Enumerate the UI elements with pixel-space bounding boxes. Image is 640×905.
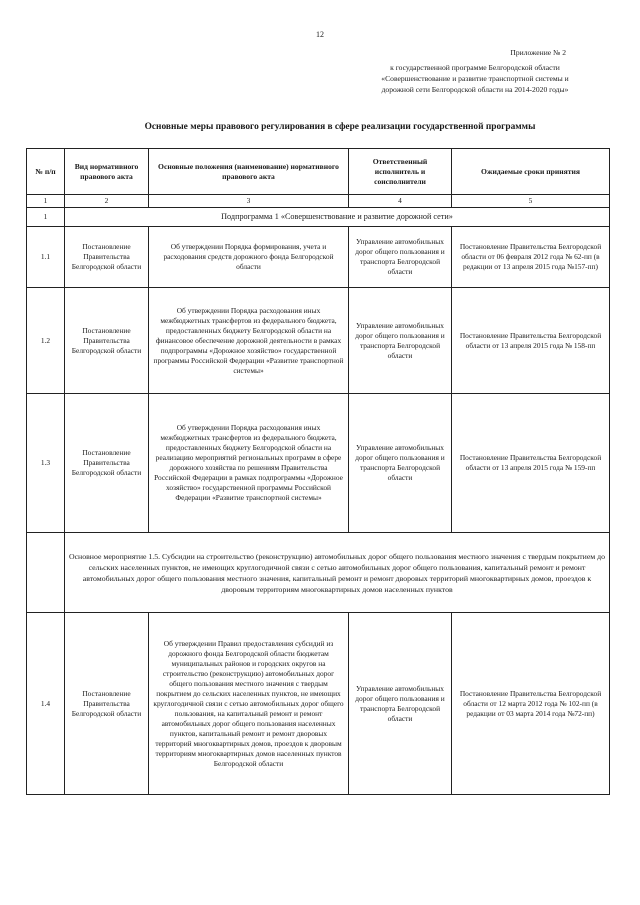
row-num: 1.4 (27, 613, 65, 795)
row-provisions: Об утверждении Порядка расходования иных межбюджетных трансфертов из федерального бюджета, предоставленных бюджету Белгородской области на реализацию мероприятий региональных программ в сфере дорожного хозяйства по решениям Правительства Российской Федерации в рамках подпрограммы «Дорожное хозяйство» государственной программы Российской Федерации «Развитие транспортной системы» (149, 394, 349, 533)
table-header-row (27, 149, 610, 195)
row-num: 1.1 (27, 227, 65, 288)
column-number-row (27, 195, 610, 208)
header-executor: Ответственный исполнитель и соисполнители (349, 149, 452, 195)
column-number: 3 (149, 195, 349, 208)
row-deadline: Постановление Правительства Белгородской области от 13 апреля 2015 года № 159-пп (452, 394, 610, 533)
row-num: 1.2 (27, 288, 65, 394)
row-provisions: Об утверждении Порядка расходования иных межбюджетных трансфертов из федерального бюджета, предоставленных бюджету Белгородской области на финансовое обеспечение дорожной деятельности в рамках подпрограммы «Дорожное хозяйство» государственной программы Российской Федерации «Развитие транспортной системы» (149, 288, 349, 394)
header-deadline: Ожидаемые сроки принятия (452, 149, 610, 195)
row-act-type: Постановление Правительства Белгородской области (65, 394, 149, 533)
measure-num-cell (27, 533, 65, 613)
column-number: 1 (27, 195, 65, 208)
row-deadline: Постановление Правительства Белгородской области от 13 апреля 2015 года № 158-пп (452, 288, 610, 394)
document-heading: Основные меры правового регулирования в сфере реализации государственной программы (144, 122, 536, 132)
appendix-title: Приложение № 2 (510, 48, 566, 57)
table-row (27, 394, 610, 533)
row-provisions: Об утверждении Правил предоставления субсидий из дорожного фонда Белгородской области бюджетам муниципальных районов и городских округов на строительство (реконструкцию) автомобильных дорог общего пользования местного значения с твердым покрытием до сельских населенных пунктов, не имеющих круглогодичной связи с сетью автомобильных дорог общего пользования, на капитальный ремонт и ремонт автомобильных дорог общего пользования населенных пунктов, капитальный ремонт и ремонт дворовых территорий многоквартирных домов, проездов к дворовым территориям многоквартирных домов населенных пунктов Белгородской области (149, 613, 349, 795)
row-act-type: Постановление Правительства Белгородской области (65, 613, 149, 795)
appendix-block (360, 47, 590, 95)
subprogram-num: 1 (27, 208, 65, 227)
main-measure-row (27, 533, 610, 613)
main-measure-text: Основное мероприятие 1.5. Субсидии на строительство (реконструкцию) автомобильных дорог общего пользования местного значения с твердым покрытием до сельских населенных пунктов, не имеющих круглогодичной связи с сетью автомобильных дорог общего пользования, капитальный ремонт и ремонт автомобильных дорог общего пользования местного значения, капитальный ремонт и ремонт дворовых территорий многоквартирных домов, проездов к дворовым территориям многоквартирных домов населенных пунктов (65, 533, 610, 613)
column-number: 2 (65, 195, 149, 208)
subprogram-row (27, 208, 610, 227)
row-executor: Управление автомобильных дорог общего пользования и транспорта Белгородской области (349, 613, 452, 795)
appendix-line: «Совершенствование и развитие транспортной системы и (381, 74, 569, 83)
table-row (27, 288, 610, 394)
appendix-line: к государственной программе Белгородской области (390, 63, 560, 72)
subprogram-title: Подпрограмма 1 «Совершенствование и развитие дорожной сети» (65, 208, 610, 227)
table-row (27, 227, 610, 288)
row-act-type: Постановление Правительства Белгородской области (65, 227, 149, 288)
row-act-type: Постановление Правительства Белгородской области (65, 288, 149, 394)
row-executor: Управление автомобильных дорог общего пользования и транспорта Белгородской области (349, 394, 452, 533)
row-executor: Управление автомобильных дорог общего пользования и транспорта Белгородской области (349, 288, 452, 394)
header-num: № п/п (27, 149, 65, 195)
row-executor: Управление автомобильных дорог общего пользования и транспорта Белгородской области (349, 227, 452, 288)
column-number: 5 (452, 195, 610, 208)
row-deadline: Постановление Правительства Белгородской области от 06 февраля 2012 года № 62-пп (в редакции от 13 апреля 2015 года №157-пп) (452, 227, 610, 288)
row-num: 1.3 (27, 394, 65, 533)
header-provisions: Основные положения (наименование) нормативного правового акта (149, 149, 349, 195)
column-number: 4 (349, 195, 452, 208)
header-act-type: Вид нормативного правового акта (65, 149, 149, 195)
regulation-table (26, 148, 610, 795)
table-row (27, 613, 610, 795)
row-deadline: Постановление Правительства Белгородской области от 12 марта 2012 года № 102-пп (в редакции от 03 марта 2014 года №72-пп) (452, 613, 610, 795)
appendix-line: дорожной сети Белгородской области на 2014-2020 годы» (381, 85, 569, 94)
row-provisions: Об утверждении Порядка формирования, учета и расходования средств дорожного фонда Белгородской области (149, 227, 349, 288)
page-number: 12 (316, 30, 324, 39)
